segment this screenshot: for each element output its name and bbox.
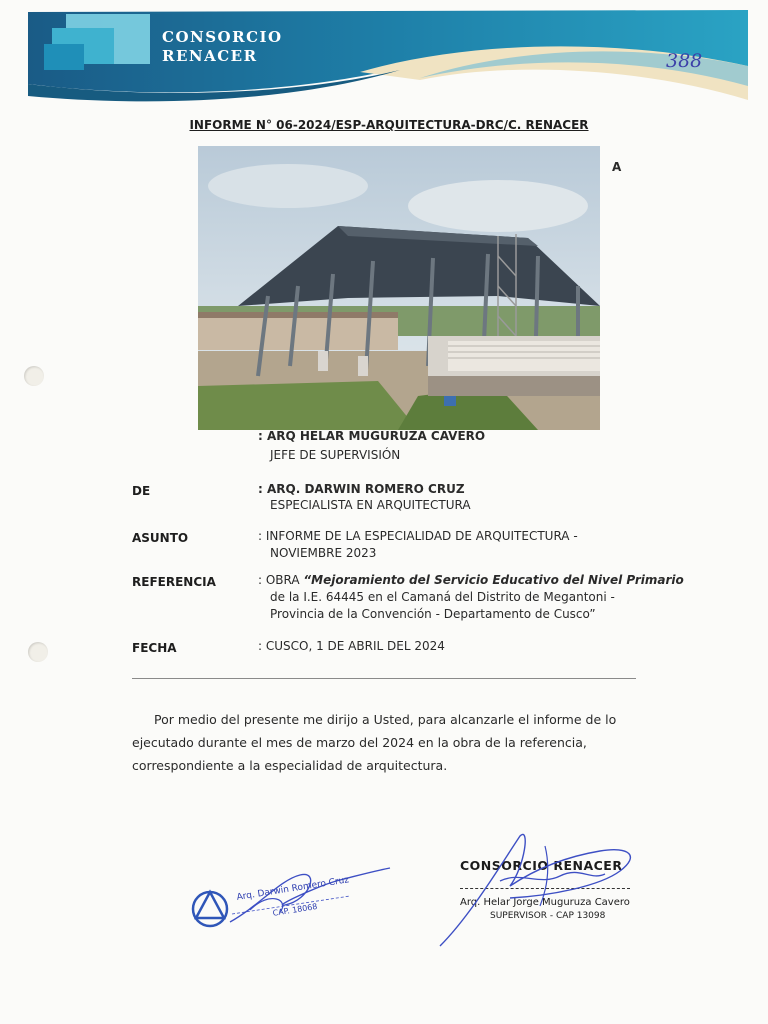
to-name [258,428,485,445]
construction-site-photo [198,146,600,430]
to-name-text: : ARQ HELAR MUGURUZA CAVERO [258,429,486,443]
body-line-3: correspondiente a la especialidad de arquitectura. [132,758,448,773]
brand-name-line-2: RENACER [162,47,258,65]
subject-line-1: : INFORME DE LA ESPECIALIDAD DE ARQUITECTURA - [258,529,578,543]
reference-line-1 [258,572,684,589]
handwritten-page-number: 388 [666,50,703,72]
right-stamp-cap: SUPERVISOR - CAP 13098 [490,911,606,921]
divider-line [132,678,636,679]
triangle-seal-icon [193,892,227,926]
subject-line-2: NOVIEMBRE 2023 [270,546,377,560]
header-banner [0,0,768,110]
reference-prefix: : OBRA [258,573,304,587]
left-signature-stamp [190,860,400,940]
from-name [258,481,465,498]
subject-label: ASUNTO [132,531,189,545]
reference-label: REFERENCIA [132,575,216,589]
punch-hole [24,366,44,386]
right-stamp-company: CONSORCIO RENACER [460,858,623,873]
date-label: FECHA [132,641,177,655]
report-title: INFORME N° 06-2024/ESP-ARQUITECTURA-DRC/C. RENACER [189,118,589,132]
body-line-1: Por medio del presente me dirijo a Usted, para alcanzarle el informe de lo [154,712,617,727]
reference-title-1: “Mejoramiento del Servicio Educativo del Nivel Primario [303,573,684,587]
from-label: DE [132,484,151,498]
brand-name-line-1: CONSORCIO [162,28,283,46]
reference-line-3: Provincia de la Convención - Departamento de Cusco” [270,607,596,621]
right-stamp-name: Arq. Helar Jorge Muguruza Cavero [460,897,630,908]
left-stamp-name: Arq. Darwin Romero Cruz [236,875,350,903]
to-role: JEFE DE SUPERVISIÓN [270,448,401,462]
right-signature [430,826,650,956]
to-label: A [612,160,622,174]
left-stamp-cap: CAP. 18068 [272,901,319,918]
from-name-text: : ARQ. DARWIN ROMERO CRUZ [258,482,465,496]
body-paragraph [132,708,648,777]
date-value: : CUSCO, 1 DE ABRIL DEL 2024 [258,639,445,653]
body-line-2: ejecutado durante el mes de marzo del 2024 en la obra de la referencia, [132,735,587,750]
from-role: ESPECIALISTA EN ARQUITECTURA [270,498,471,512]
punch-hole [28,642,48,662]
reference-line-2: de la I.E. 64445 en el Camaná del Distrito de Megantoni - [270,590,615,604]
